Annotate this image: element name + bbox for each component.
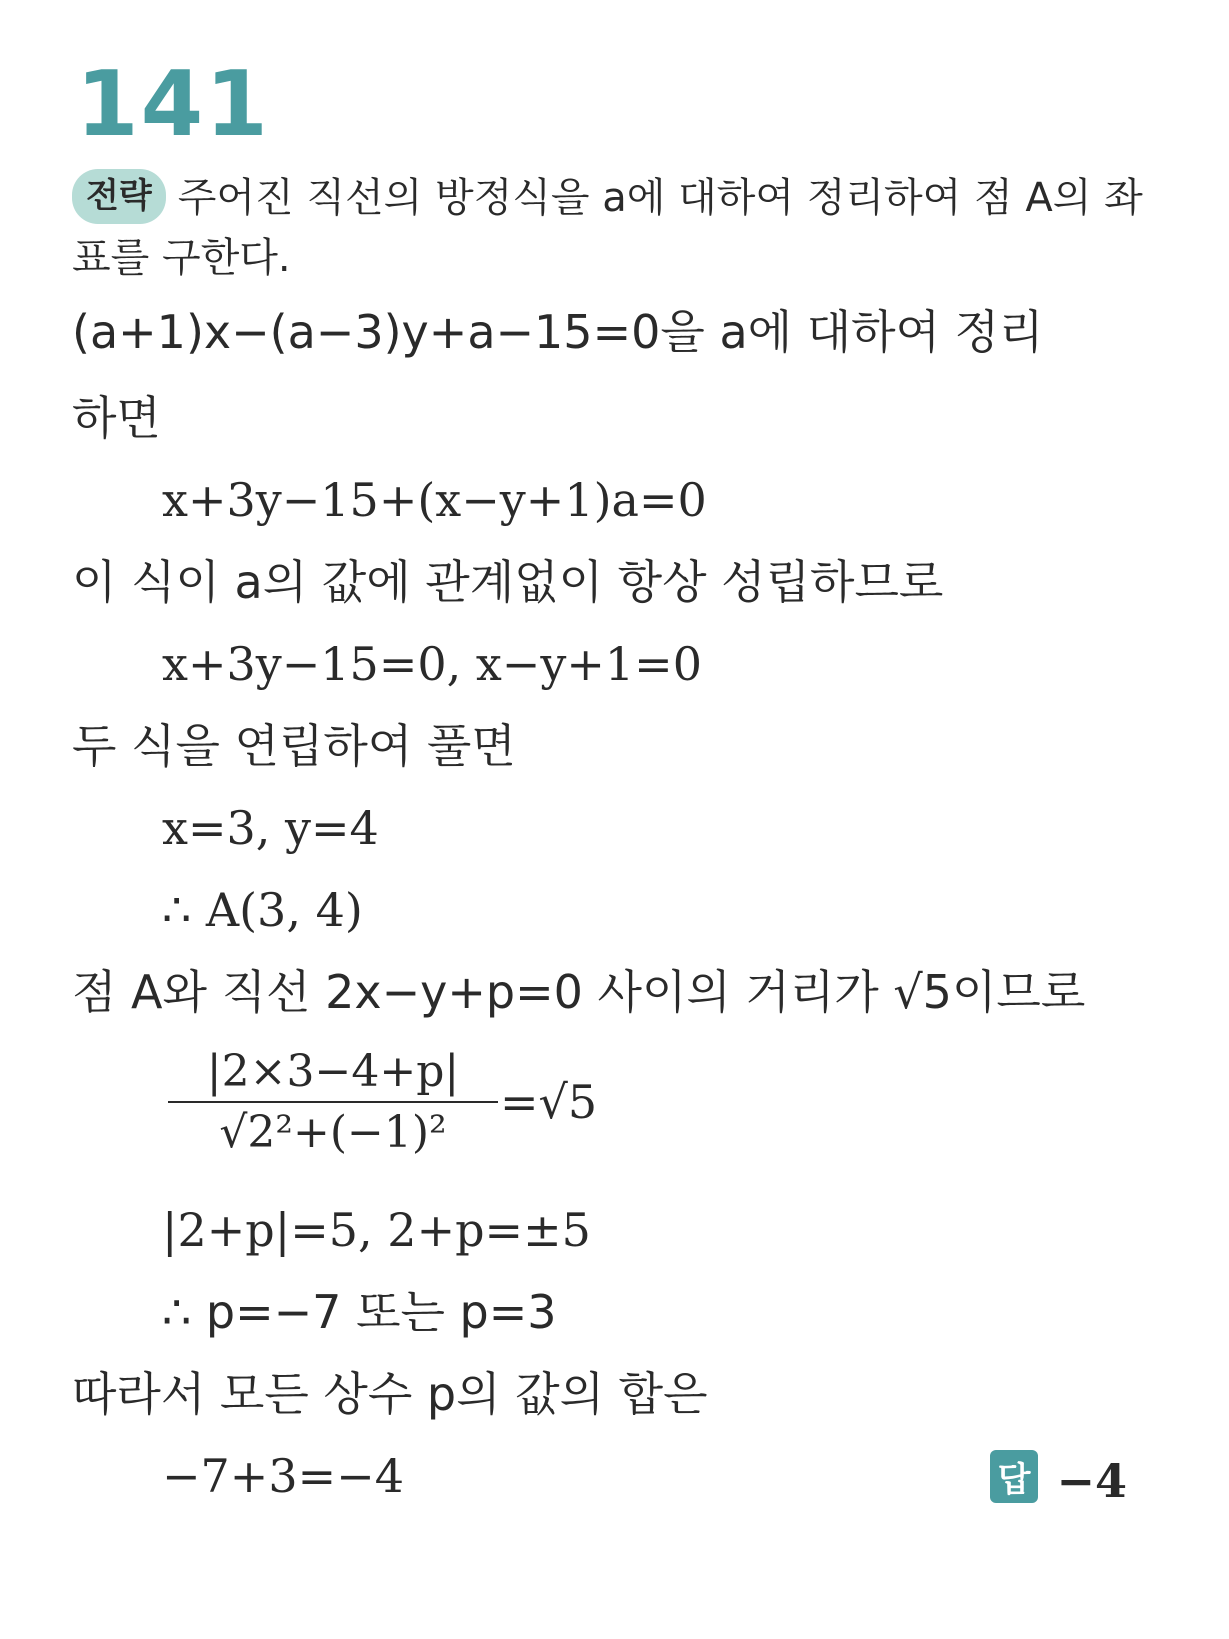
equation-4: ∴ A(3, 4) (162, 883, 363, 937)
equation-7: −7+3=−4 (162, 1449, 404, 1503)
equation-5: |2+p|=5, 2+p=±5 (162, 1203, 591, 1257)
equation-6: ∴ p=−7 또는 p=3 (162, 1285, 557, 1339)
fraction-bar (168, 1101, 498, 1103)
solution-line-1: (a+1)x−(a−3)y+a−15=0을 a에 대하여 정리 (72, 305, 1044, 359)
fraction-denominator: √2²+(−1)² (219, 1107, 447, 1158)
equation-3: x=3, y=4 (162, 801, 379, 855)
solution-line-4: 두 식을 연립하여 풀면 (72, 719, 516, 773)
solution-line-5: 점 A와 직선 2x−y+p=0 사이의 거리가 √5이므로 (72, 965, 1086, 1019)
answer (990, 1450, 1127, 1508)
strategy-line (72, 168, 1162, 288)
solution-line-3: 이 식이 a의 값에 관계없이 항상 성립하므로 (72, 555, 944, 609)
equation-1: x+3y−15+(x−y+1)a=0 (162, 473, 707, 527)
strategy-text: 주어진 직선의 방정식을 a에 대하여 정리하여 점 A의 좌표를 구한다. (72, 175, 1143, 281)
problem-number: 141 (76, 52, 270, 157)
answer-label: 답 (990, 1450, 1039, 1503)
fraction-numerator: |2×3−4+p| (206, 1046, 460, 1097)
solution-line-6: 따라서 모든 상수 p의 값의 합은 (72, 1367, 708, 1421)
equation-2: x+3y−15=0, x−y+1=0 (162, 637, 702, 691)
fraction-rhs: =√5 (500, 1075, 598, 1129)
strategy-tag: 전략 (72, 169, 166, 224)
answer-value: −4 (1056, 1454, 1127, 1508)
distance-fraction (168, 1046, 498, 1158)
solution-line-2: 하면 (72, 391, 161, 445)
